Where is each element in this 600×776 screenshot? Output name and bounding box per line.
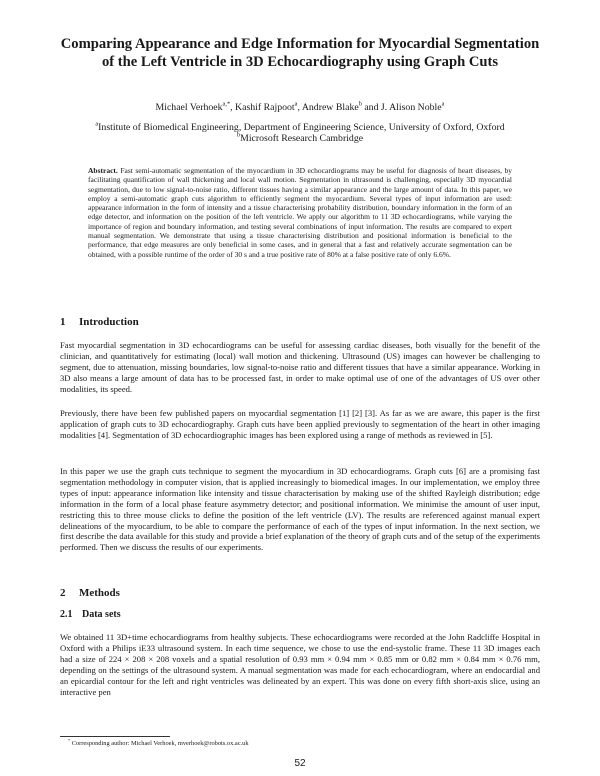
- affiliation-text: Institute of Biomedical Engineering, Department of Engineering Science, University of Oxford, Oxford: [98, 122, 505, 133]
- subsection-heading-data-sets: [60, 609, 121, 620]
- paragraph: In this paper we use the graph cuts technique to segment the myocardium in 3D echocardiograms. Graph cuts [6] are a promising fast segmentation methodology in computer vision, that is applied increasingly to biomedical images. In our implementation, we employ three types of input: appearance information like intensity and tissue characterisation by making use of the shifted Rayleigh distribution; edge information in the form of a local phase feature asymmetry detector; and positional information. We minimise the amount of user input, restricting this to three mouse clicks to define the position of the left ventricle (LV). The results are referenced against manual expert delineations of the myocardium, to be able to compare the performance of each of the types of input information. In the next section, we first describe the data available for this study and provide a brief explanation of the theory of graph cuts and of the setup of the experiments performed. Then we discuss the results of our experiments.: [60, 466, 540, 553]
- section-number: 2: [60, 587, 66, 599]
- paper-title: Comparing Appearance and Edge Information for Myocardial Segmentation of the Left Ventricle in 3D Echocardiography using Graph Cuts: [60, 36, 540, 70]
- author-superscript: b: [358, 100, 362, 108]
- paragraph: We obtained 11 3D+time echocardiograms from healthy subjects. These echocardiograms were recorded at the John Radcliffe Hospital in Oxford with a Philips iE33 ultrasound system. In each time sequence, we chose to use the end-systolic frame. These 11 3D images each had a size of 224 × 208 × 208 voxels and a spatial resolution of 0.93 mm × 0.94 mm × 0.85 mm or 0.82 mm × 0.84 mm × 0.76 mm, depending on the settings of the ultrasound system. A manual segmentation was made for each echocardiogram, where an endocardial and an epicardial contour for the left and right ventricles was delineated by an expert. This was done on every fifth short-axis slice, using an interactive pen: [60, 632, 540, 697]
- affiliation-line: [40, 133, 560, 144]
- paragraph: Fast myocardial segmentation in 3D echocardiograms can be useful for assessing cardiac diseases, both visually for the benefit of the clinician, and quantitatively for estimating (local) wall motion and thickening. Ultrasound (US) images can however be challenging to segment, due to attenuation, missing boundaries, low signal-to-noise ratio and different tissues that have a similar appearance. Working in 3D also means a large amount of data has to be processed fast, in order to make optimal use of one of the advantages of US over other modalities, its speed.: [60, 340, 540, 394]
- section-number: 1: [60, 316, 66, 328]
- footnote-marker: *: [68, 737, 71, 743]
- affiliations: [40, 122, 560, 144]
- author-superscript: a: [441, 100, 445, 108]
- section-heading-introduction: [60, 316, 139, 328]
- author-name: Michael Verhoek: [155, 102, 223, 113]
- abstract-label: Abstract.: [88, 166, 118, 175]
- author-name: Kashif Rajpoot: [235, 102, 295, 113]
- author-name: Andrew Blake: [301, 102, 359, 113]
- author-superscript: a,*: [222, 100, 231, 108]
- affiliation-text: Microsoft Research Cambridge: [240, 133, 364, 144]
- affiliation-superscript: a: [95, 120, 99, 128]
- section-title: Methods: [79, 587, 120, 599]
- footnote-rule: [60, 736, 170, 737]
- affiliation-superscript: b: [236, 131, 241, 139]
- page-number: 52: [294, 758, 306, 769]
- section-title: Introduction: [79, 316, 139, 328]
- subsection-title: Data sets: [82, 609, 121, 620]
- abstract-text: Fast semi-automatic segmentation of the myocardium in 3D echocardiograms may be useful for diagnosis of heart diseases, by facilitating quantification of wall thickening and local wall motion. Segmentation in ultrasound is challenging, especially 3D myocardial segmentation, due to low signal-to-noise ratio, different tissues having a similar appearance and the large amount of data. In this paper, we employ a semi-automatic graph cuts algorithm to efficiently segment the myocardium. Several types of input information are used: appearance information in the form of intensity and a tissue characterising probability distribution, boundary information in the form of an edge detector, and information on the position of the left ventricle. We apply our algorithm to 11 3D echocardiograms, while varying the importance of region and boundary information, and testing several combinations of input information. The results are compared to expert manual segmentation. We demonstrate that using a tissue characterising distribution and positional information is beneficial to the performance, that edge measures are only beneficial in some cases, and in general that a fast and relatively accurate segmentation can be obtained, with a possible runtime of the order of 30 s and a true positive rate of 80% at a false positive rate of only 6.6%.: [88, 166, 513, 259]
- author-name: J. Alison Noble: [380, 102, 442, 113]
- footnote-text: Corresponding author: Michael Verhoek, mverhoek@robots.ox.ac.uk: [71, 740, 249, 747]
- abstract: [88, 166, 512, 259]
- section-heading-methods: [60, 587, 120, 599]
- footnote: [68, 737, 249, 748]
- subsection-number: 2.1: [60, 609, 73, 620]
- paragraph: Previously, there have been few published papers on myocardial segmentation [1] [2] [3]. As far as we are aware, this paper is the first application of graph cuts to 3D echocardiography. Graph cuts have been applied previously to segmentation of the heart in other imaging modalities [4]. Segmentation of 3D echocardiographic images has been explored using a range of methods as reviewed in [5].: [60, 408, 540, 440]
- affiliation-line: [40, 122, 560, 133]
- author-superscript: a: [294, 100, 298, 108]
- author-list: Michael Verhoek$^{a,*}$, Kashif Rajpoot$^a$, Andrew Blake$^b$ and J. Alison Noble$^a$: [155, 100, 445, 113]
